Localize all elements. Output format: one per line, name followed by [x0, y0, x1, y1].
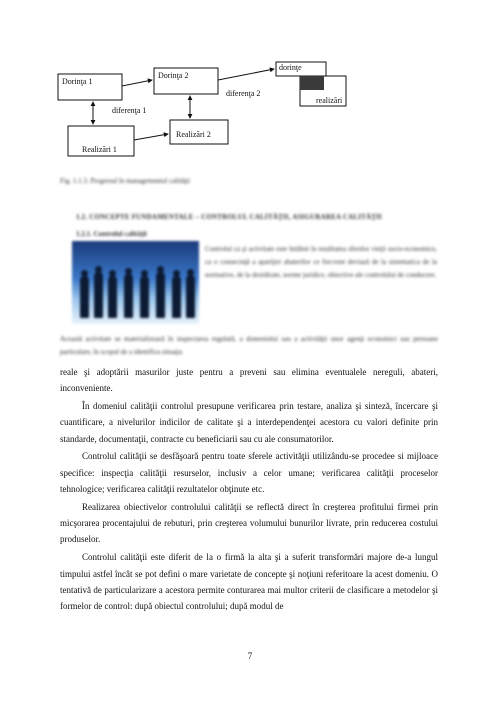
paragraph: Controlul calităţii se desfăşoară pentru toate sferele activităţii utilizându-se procedee si mijloace specifice: inspecţia calităţii resurselor, inclusiv a celor umane; verificarea calităţii proceselor tehnologice; verificarea calităţii rezultatelor obţinute etc. — [60, 451, 438, 495]
label-dorinta-1: Dorinţa 1 — [62, 77, 93, 86]
paragraph-continuation: reale şi adoptării masurilor juste pentru a preveni sau elimina eventualele nereguli, abateri, inconveniente. — [60, 367, 438, 394]
box-overlap-dark — [300, 76, 324, 90]
body-text — [60, 364, 438, 616]
figure-caption: Fig. 1.1.3. Progresul în managementul calităţii — [60, 177, 191, 185]
section-heading: 1.2. CONCEPTE FUNDAMENTALE – CONTROLUL CALITĂŢII, ASIGURAREA CALITĂŢII — [76, 213, 382, 221]
subsection-heading: 1.2.1. Controlul calităţii — [76, 230, 147, 238]
paragraph: Realizarea obiectivelor controlului calităţii se reflectă direct în creşterea profitului firmei prin micşorarea procentajului de rebuturi, prin creşterea volumului bunurilor livrate, prin reducerea costului produselor. — [60, 501, 438, 545]
page-number: 7 — [247, 651, 253, 661]
label-realizari-1: Realizări 1 — [82, 145, 117, 154]
label-dorinte: dorinţe — [279, 63, 302, 72]
label-diferenta-2: diferenţa 2 — [226, 89, 261, 98]
label-dorinta-2: Dorinţa 2 — [158, 71, 189, 80]
progress-diagram — [52, 52, 362, 162]
paragraph: Controlul calităţii este diferit de la o firmă la alta şi a suferit transformări majore de-a lungul timpului astfel încât se pot defini o mare varietate de concepte şi noţiuni referitoare la acest domeniu. O tentativă de particularizare a acestora permite conturarea mai multor criterii de clasificare a metodelor şi formelor de control: după obiectul controlului; după modul de — [60, 552, 438, 612]
side-paragraph: Controlul ca şi activitate este întâlnit în totalitatea sferelor vieţii socio-economice, ca o consecinţă a apariţiei abaterilor ce frecvent deviază de la sistematica de la normative, de la dezidirate, norme juridice, obiective ale controlului de conducere. — [205, 245, 437, 279]
label-realizari: realizări — [316, 96, 343, 105]
label-realizari-2: Realizări 2 — [176, 130, 211, 139]
business-people-photo — [72, 241, 199, 324]
paragraph: În domeniul calităţii controlul presupune verificarea prin testare, analiza şi sinteză, încercare şi cuantificare, a nivelurilor indicilor de calitate şi a interdependenţei acestora cu valori definite prin standarde, documentaţii, contracte cu beneficiarii sau cu ale consumatorilor. — [60, 401, 438, 444]
blurred-paragraph: Această activitate se materializează în inspectarea regulată, a domeniului sau a activităţii unor agenţi economici sau persoane particulare, în scopul de a identifica situaţia — [60, 335, 438, 356]
label-diferenta-1: diferenţa 1 — [112, 106, 147, 115]
